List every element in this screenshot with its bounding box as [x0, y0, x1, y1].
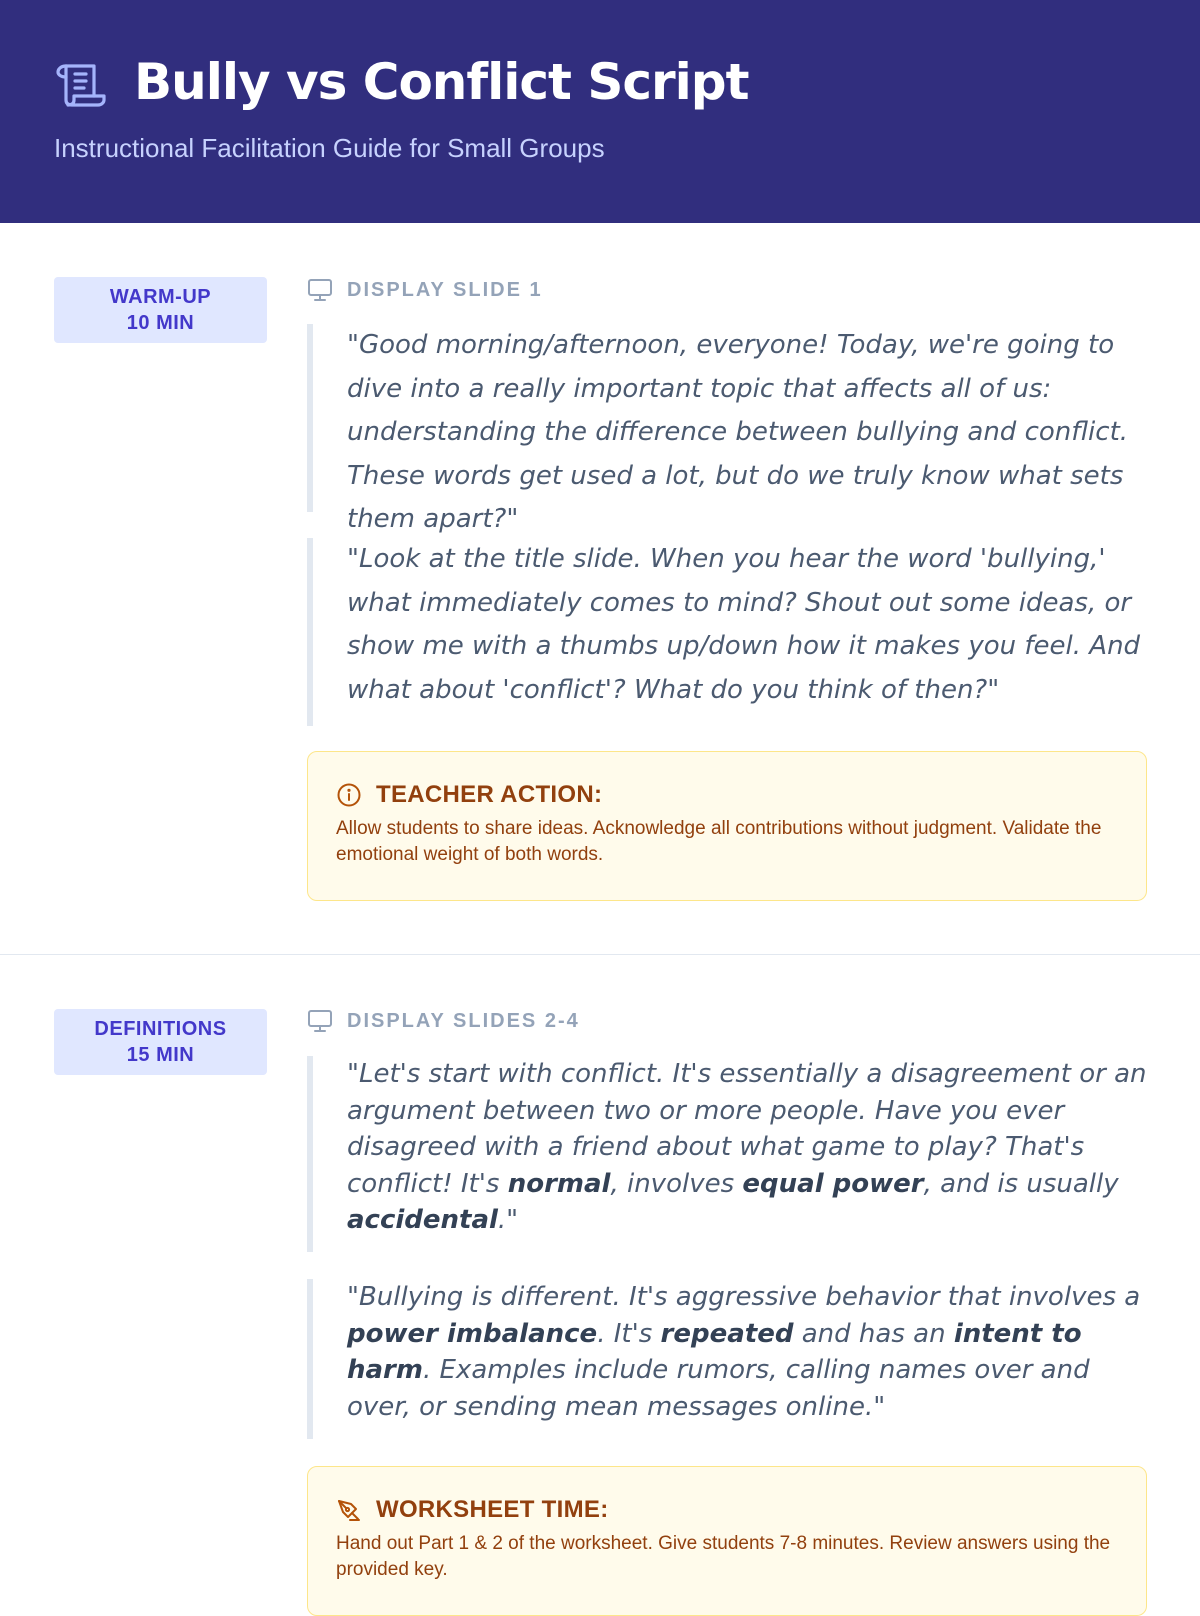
callout-body: Allow students to share ideas. Acknowledge all contributions without judgment. Validate the emotional weight of both words.	[336, 818, 1102, 865]
badge-phase: DEFINITIONS	[94, 1018, 227, 1040]
callout-title: TEACHER ACTION:	[376, 781, 603, 808]
badge-phase: WARM-UP	[109, 286, 212, 308]
callout-header	[336, 1495, 1118, 1525]
quote-emphasis: intent to harm	[347, 1318, 1082, 1385]
scroll-icon	[54, 60, 106, 108]
monitor-icon	[307, 1008, 333, 1034]
quote-text: ."	[497, 1205, 519, 1235]
slide-label-text: DISPLAY SLIDES 2-4	[347, 1009, 580, 1032]
quote-emphasis: accidental	[347, 1205, 498, 1235]
quote-text: "Bullying is different. It's aggressive behavior that involves a	[347, 1282, 1141, 1312]
slide-label-text: DISPLAY SLIDE 1	[347, 278, 543, 301]
section-badge	[54, 1009, 267, 1075]
badge-duration: 15 MIN	[126, 1044, 195, 1066]
quote-emphasis: normal	[507, 1168, 611, 1199]
callout-body: Hand out Part 1 & 2 of the worksheet. Give students 7-8 minutes. Review answers using the provided key.	[336, 1533, 1111, 1580]
info-icon	[336, 782, 362, 808]
callout-title: WORKSHEET TIME:	[376, 1496, 609, 1523]
section-definitions	[0, 956, 1200, 1600]
script-quote	[307, 1279, 1147, 1439]
quote-emphasis: repeated	[660, 1318, 794, 1349]
script-quote	[307, 1056, 1147, 1252]
slide-label	[307, 275, 543, 305]
badge-duration: 10 MIN	[126, 312, 195, 334]
section-badge	[54, 277, 267, 343]
quote-text: , involves	[610, 1168, 743, 1199]
script-quote	[307, 538, 1147, 726]
monitor-icon	[307, 277, 333, 303]
quote-emphasis: equal power	[742, 1168, 924, 1199]
page-title: Bully vs Conflict Script	[134, 53, 749, 111]
page-header	[0, 0, 1200, 223]
quote-text: and has an	[793, 1318, 954, 1349]
slide-label	[307, 1006, 580, 1036]
quote-text: "Look at the title slide. When you hear the word 'bullying,' what immediately comes to mind? Shout out some ideas, or show me with a thumbs up/down how it makes you feel. And what about 'conflict'? What do you think of then?"	[347, 544, 1141, 705]
page-subtitle: Instructional Facilitation Guide for Small Groups	[54, 133, 605, 163]
quote-text: . It's	[597, 1318, 661, 1349]
callout-header	[336, 780, 1118, 810]
pen-icon	[336, 1497, 362, 1523]
quote-text: , and is usually	[923, 1168, 1119, 1199]
section-warm-up	[0, 223, 1200, 955]
script-quote	[307, 324, 1147, 534]
quote-text: "Let's start with conflict. It's essentially a disagreement or an argument between two or more people. Have you ever disagreed with a friend about what game to play? That's conflict! It's	[347, 1059, 1147, 1199]
worksheet-callout	[307, 1466, 1147, 1616]
quote-text: . Examples include rumors, calling names over and over, or sending mean messages online."	[347, 1355, 1090, 1422]
quote-text: "Good morning/afternoon, everyone! Today, we're going to dive into a really important topic that affects all of us: understanding the difference between bullying and conflict. These words get used a lot, but do we truly know what sets them apart?"	[347, 330, 1129, 534]
teacher-action-callout	[307, 751, 1147, 901]
quote-emphasis: power imbalance	[347, 1318, 598, 1349]
